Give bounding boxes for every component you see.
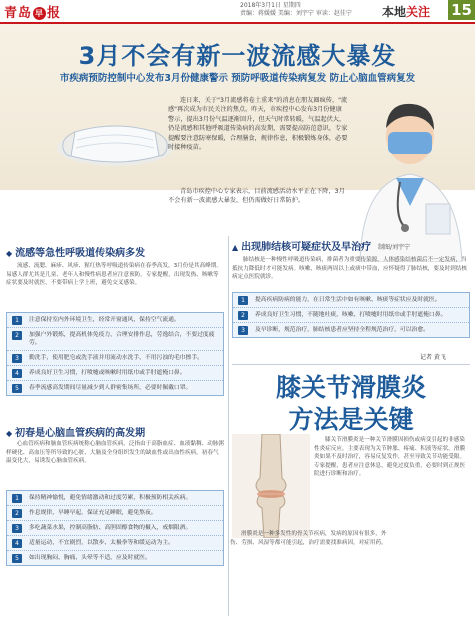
illustration-caption: 制图/刘宇宁 xyxy=(378,244,411,251)
list-item xyxy=(7,536,223,551)
list-item xyxy=(233,323,469,337)
knee-x-ray-illustration xyxy=(232,434,310,538)
triangle-icon: ◆ xyxy=(6,249,13,258)
item-number: 2 xyxy=(238,311,248,320)
main-subtitle: 市疾病预防控制中心发布3月份健康警示 预防呼吸道传染病复发 防止心脑血管病复发 xyxy=(59,73,416,84)
triangle-icon: ◆ xyxy=(6,429,13,438)
knee-article-text: 膝关节滑膜炎是一种关节滑膜因损伤或病变引起的非感染性炎症反应，主要表现为关节肿胀、疼痛、积液等症状。滑膜炎如果不及时治疗，容易反复发作，甚至导致关节功能受限。专家提醒，患者应注意休息，避免过度负重，必要时到正规医院进行诊断和治疗。 xyxy=(314,437,466,478)
list-item-text: 养成良好卫生习惯，不随地吐痰，咳嗽、打喷嚏时用纸巾或手肘遮掩口鼻。 xyxy=(255,312,447,318)
section2-body: 心血管疾病和脑血管疾病统称心脑血管疾病，泛指由于高脂血症、血液黏稠、动脉粥样硬化、高血压等所导致的心脏、大脑及全身组织发生的缺血性或出血性疾病。初春气温变化大，易诱发心脑血管疾病。 xyxy=(6,441,224,465)
list-item-text: 注意保持室内外环境卫生，经常开窗通风，保持空气流通。 xyxy=(29,317,180,323)
list-item-text: 春季流感高发期间尽量减少到人群密集场所，必要时佩戴口罩。 xyxy=(29,385,192,391)
logo-text-right: 报 xyxy=(47,6,62,21)
column-divider xyxy=(228,236,229,616)
editor-credits: 责编：蒋媛媛 美编：刘宇宁 审读：赵佳宁 xyxy=(240,10,352,17)
item-number: 3 xyxy=(238,326,248,335)
section1-body: 流感、流腮、麻疹、风疹、猩红热等呼吸道传染病在春季高发，3月份是其高峰期。易感人群尤其是儿童、老年人和慢性病患者应注意预防。专家提醒，出现发热、咳嗽等症状要及时就医，不要带病上学上班，避免交叉感染。 xyxy=(6,263,222,287)
item-number: 5 xyxy=(12,384,22,393)
section2-tips-list xyxy=(6,490,224,566)
list-item xyxy=(7,313,223,328)
logo-badge: 早 xyxy=(35,9,45,18)
item-number: 4 xyxy=(12,369,22,378)
list-item xyxy=(7,521,223,536)
list-item xyxy=(233,293,469,308)
list-item-text: 如出现胸闷、胸痛、头晕等不适，应及时就医。 xyxy=(29,555,151,561)
list-item xyxy=(7,506,223,521)
page-number: 15 xyxy=(448,0,475,20)
list-item xyxy=(7,328,223,351)
list-item-text: 加强户外锻炼，提高机体免疫力，合理安排作息，劳逸结合，不要过度疲劳。 xyxy=(29,332,215,346)
knee-article-bottom-text: 滑膜炎是一种多发性的骨关节疾病，发病的原因有很多，外伤、劳损、风湿等都可能引起，治疗需要找准病因，对症用药。 xyxy=(230,531,387,546)
section-accent: 关注 xyxy=(406,5,431,19)
section2-title: 初春是心脑血管疾病的高发期 xyxy=(15,428,146,439)
list-item xyxy=(7,351,223,366)
headline-line1: 膝关节滑膜炎 xyxy=(275,373,426,402)
list-item-text: 养成良好卫生习惯，打喷嚏或咳嗽时用纸巾或手肘遮掩口鼻。 xyxy=(29,370,186,376)
list-item-text: 作息规律，早睡早起，保证充足睡眠，避免熬夜。 xyxy=(29,510,157,516)
section3-title: 出现肺结核可疑症状及早治疗 xyxy=(241,242,372,253)
list-item-text: 适量运动，不宜剧烈，以散步、太极拳等和缓运动为主。 xyxy=(29,540,174,546)
section1-heading xyxy=(6,244,145,259)
knee-headline xyxy=(232,372,470,436)
issue-meta xyxy=(240,2,352,18)
list-item-text: 及早诊断，规范治疗，肺结核患者应坚持全程规范治疗，可以治愈。 xyxy=(255,327,429,333)
list-item xyxy=(7,491,223,506)
section3-tips-list xyxy=(232,292,470,338)
section1-tips-list xyxy=(6,312,224,396)
list-item xyxy=(7,551,223,565)
list-item xyxy=(7,366,223,381)
newspaper-logo xyxy=(4,2,61,21)
section-label xyxy=(382,3,430,20)
doctor-illustration xyxy=(330,86,475,262)
item-number: 5 xyxy=(12,554,22,563)
face-mask-illustration xyxy=(55,118,175,170)
item-number: 1 xyxy=(12,494,22,503)
logo-text-left: 青岛 xyxy=(4,6,33,21)
list-item xyxy=(7,381,223,395)
item-number: 3 xyxy=(12,354,22,363)
headline-line2: 方法是关键 xyxy=(288,405,414,434)
list-item-text: 多吃蔬菜水果，控制高脂肪、高胆固醇食物的摄入，戒烟限酒。 xyxy=(29,525,192,531)
list-item-text: 保持精神愉悦，避免情绪激动和过度劳累，积极预防相关疾病。 xyxy=(29,495,192,501)
item-number: 3 xyxy=(12,524,22,533)
item-number: 1 xyxy=(12,316,22,325)
section-prefix: 本地 xyxy=(382,5,407,19)
list-item-text: 提高疾病防病的能力，在日常生活中如有咳嗽、咳痰等症状应及时就医。 xyxy=(255,297,441,303)
section3-heading xyxy=(232,238,371,253)
intro-paragraph: 连日来，关于"3月流感将卷土重来"的消息在朋友圈疯传，"流感"再次成为市民关注的焦点。昨天，市疾控中心发布3月份健康警示，提出3月份气温逐渐回升，但天气时常转暖，气温起伏大，仍是流感和其他呼吸道传染病的高发期，需要提高防范意识，专家提醒要注意防寒保暖，合理膳食，规律作息，积极锻炼身体，必要时接种疫苗。 xyxy=(168,97,348,152)
reporter-credit: 记者 黄飞 xyxy=(420,354,446,361)
section3-body: 肺结核是一种慢性呼吸道传染病，排菌者为重要传染源。人体感染结核菌后不一定发病，当抵抗力降低时才可能发病。咳嗽、咳痰两周以上或痰中带血，应怀疑得了肺结核，要及时到结核病定点医院就诊。 xyxy=(232,257,467,281)
intro-paragraph-2: 青岛市疾控中心专家表示，目前流感活动水平正在下降，3月不会有新一波流感大暴发，但仍需做好日常防护。 xyxy=(168,188,345,205)
list-item-text: 勤洗手，使用肥皂或洗手液并用流动水洗手，不用污浊的毛巾擦手。 xyxy=(29,355,203,361)
list-item xyxy=(233,308,469,323)
triangle-icon: ▲ xyxy=(232,243,239,252)
section2-heading xyxy=(6,424,145,439)
item-number: 2 xyxy=(12,509,22,518)
issue-date: 2018年3月1日 星期四 xyxy=(240,2,301,9)
section-divider xyxy=(232,364,470,365)
item-number: 4 xyxy=(12,539,22,548)
item-number: 2 xyxy=(12,331,22,340)
main-title: 3月不会有新一波流感大暴发 xyxy=(78,42,397,70)
section1-title: 流感等急性呼吸道传染病多发 xyxy=(15,248,146,259)
item-number: 1 xyxy=(238,296,248,305)
